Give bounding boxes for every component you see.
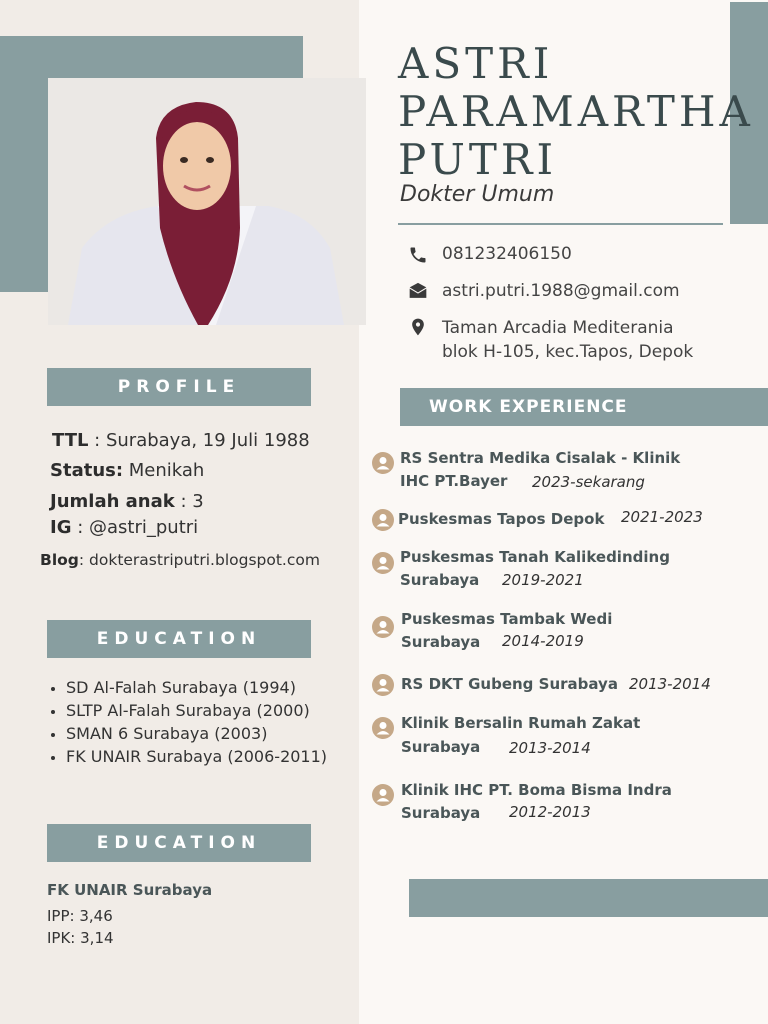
job-subtitle: Surabaya (401, 633, 481, 651)
job-years: 2013-2014 (629, 675, 711, 693)
contact-address (408, 316, 693, 364)
job-years: 2014-2019 (502, 632, 584, 650)
job-years: 2013-2014 (509, 739, 591, 757)
profile-anak: Jumlah anak : 3 (50, 491, 204, 512)
location-pin-icon (408, 317, 428, 337)
education-heading-2-text: EDUCATION (96, 833, 262, 853)
profile-photo (48, 78, 366, 325)
address-line-1: Taman Arcadia Mediterania (442, 318, 674, 338)
education-heading (47, 620, 311, 658)
profile-heading (47, 368, 311, 406)
education-heading-text: EDUCATION (96, 629, 262, 649)
envelope-icon (408, 282, 428, 302)
job-years: 2019-2021 (502, 571, 584, 589)
job-subtitle: Surabaya (400, 571, 480, 589)
education-ipk: IPK: 3,14 (47, 929, 114, 947)
list-item: • FK UNAIR Surabaya (2006-2011) (66, 745, 327, 768)
education-heading-2 (47, 824, 311, 862)
profile-ttl: TTL : Surabaya, 19 Juli 1988 (52, 430, 310, 451)
profile-blog: Blog: dokterastriputri.blogspot.com (40, 551, 320, 569)
phone-icon (408, 245, 428, 265)
person-icon (372, 717, 394, 739)
job-title: Puskesmas Tapos Depok (398, 510, 605, 528)
name-line-3: PUTRI (398, 135, 558, 184)
education-school: FK UNAIR Surabaya (47, 881, 213, 899)
contact-phone (408, 244, 572, 265)
person-icon (372, 509, 394, 531)
job-years: 2021-2023 (621, 508, 703, 526)
work-experience-heading (400, 388, 768, 426)
full-name (398, 40, 754, 184)
job-title: Puskesmas Tanah Kalikedinding (400, 548, 670, 566)
person-icon (372, 674, 394, 696)
contact-email (408, 281, 680, 302)
job-title: Klinik Bersalin Rumah Zakat (401, 714, 641, 732)
list-item: • SMAN 6 Surabaya (2003) (66, 722, 327, 745)
address-line-2: blok H-105, kec.Tapos, Depok (442, 342, 694, 362)
education-list (48, 676, 327, 768)
email-address: astri.putri.1988@gmail.com (442, 281, 680, 301)
person-icon (372, 616, 394, 638)
list-item: • SD Al-Falah Surabaya (1994) (66, 676, 327, 699)
education-ipp: IPP: 3,46 (47, 907, 113, 925)
job-title: RS DKT Gubeng Surabaya (401, 675, 618, 693)
job-subtitle: Surabaya (401, 804, 481, 822)
phone-number: 081232406150 (442, 244, 572, 264)
job-title: Puskesmas Tambak Wedi (401, 610, 613, 628)
job-subtitle: IHC PT.Bayer (400, 472, 508, 490)
person-icon (372, 552, 394, 574)
person-icon (372, 452, 394, 474)
job-years: 2012-2013 (509, 803, 591, 821)
portrait-image (48, 78, 366, 325)
job-years: 2023-sekarang (532, 473, 645, 491)
job-title: Dokter Umum (400, 182, 555, 207)
job-subtitle: Surabaya (401, 738, 481, 756)
divider (398, 223, 723, 225)
list-item: • SLTP Al-Falah Surabaya (2000) (66, 699, 327, 722)
decor-block-bottom-right (409, 879, 768, 917)
name-line-2: PARAMARTHA (398, 87, 754, 136)
name-line-1: ASTRI (398, 39, 554, 88)
profile-status: Status: Menikah (50, 460, 205, 481)
job-title: RS Sentra Medika Cisalak - Klinik (400, 449, 681, 467)
job-title: Klinik IHC PT. Boma Bisma Indra (401, 781, 672, 799)
profile-ig: IG : @astri_putri (50, 517, 199, 538)
person-icon (372, 784, 394, 806)
profile-heading-text: PROFILE (117, 377, 241, 397)
work-experience-heading-text: WORK EXPERIENCE (429, 397, 628, 417)
